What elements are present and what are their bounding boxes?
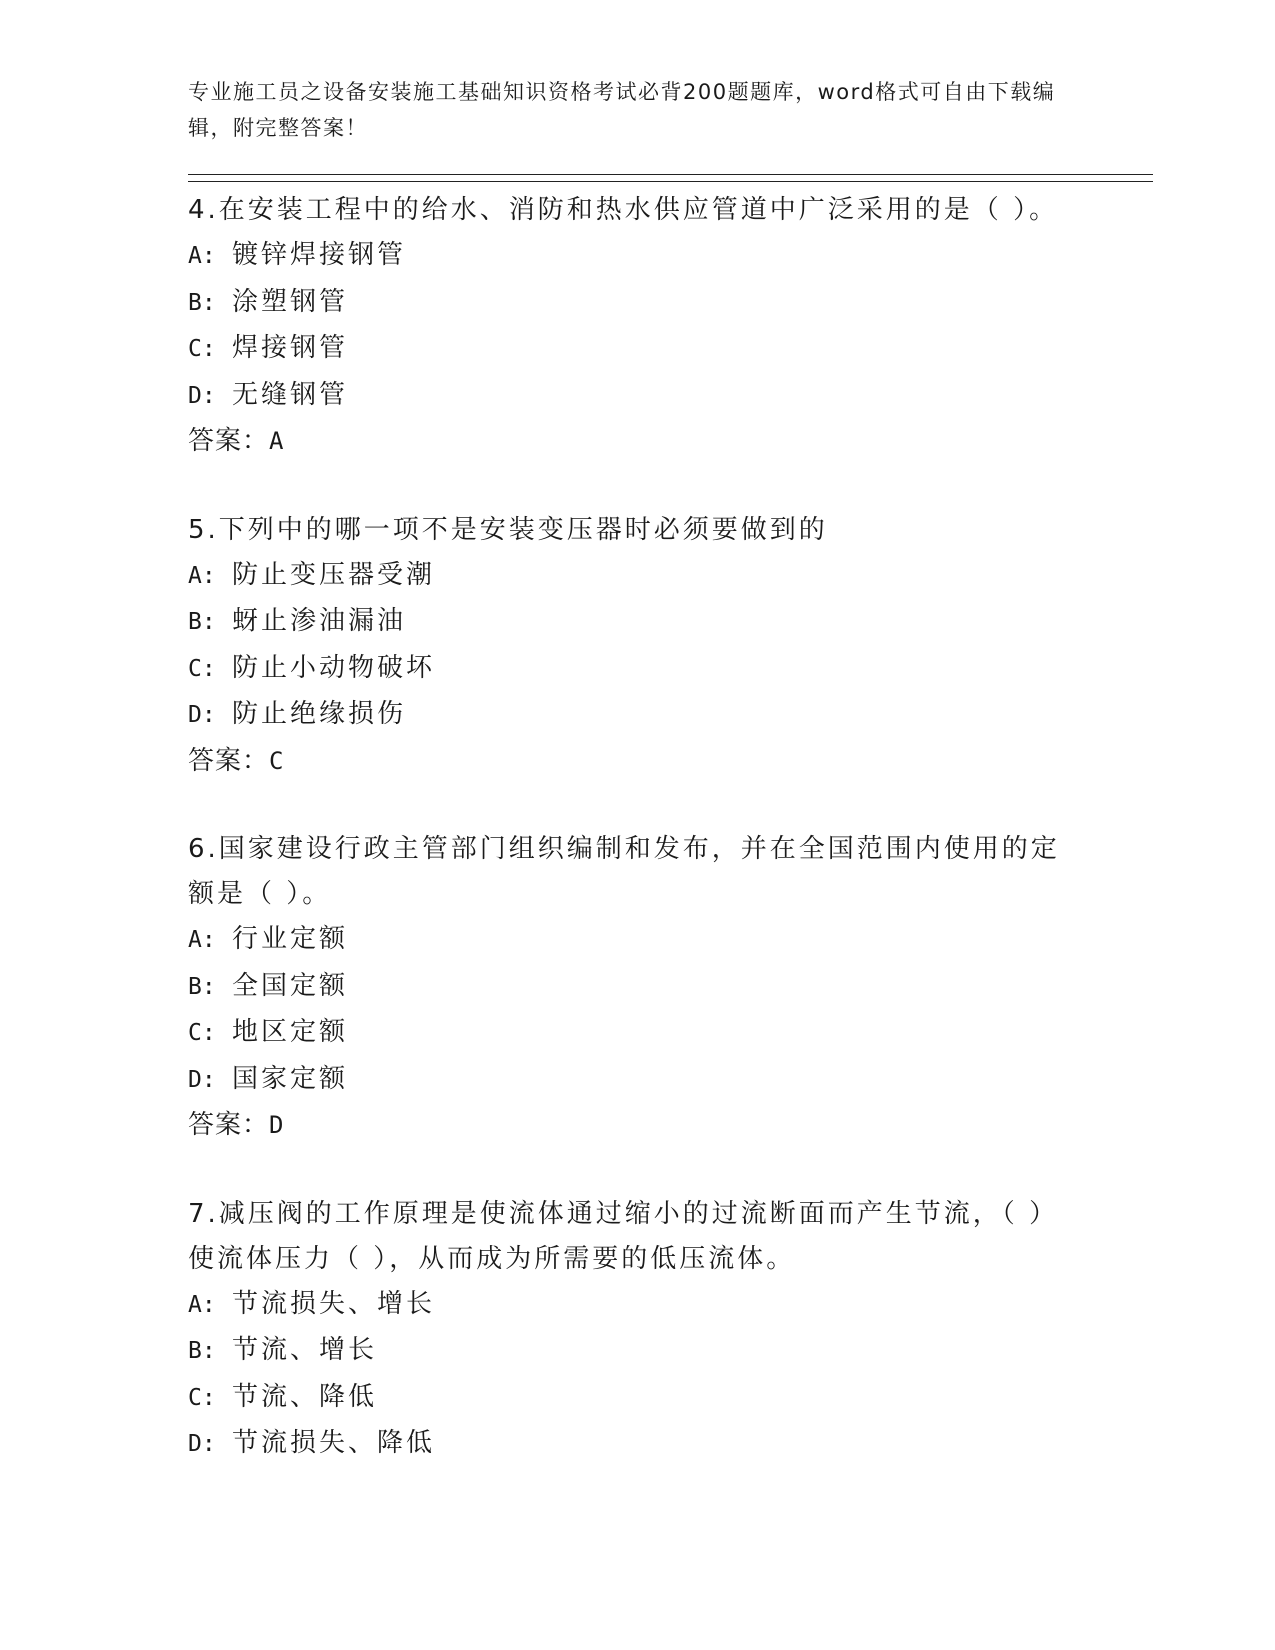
option-letter: C: xyxy=(188,1020,216,1046)
option-b xyxy=(188,599,1068,646)
option-c xyxy=(188,646,1068,693)
option-text: 无缝钢管 xyxy=(232,379,349,410)
option-b xyxy=(188,280,1068,327)
option-text: 节流损失、增长 xyxy=(232,1288,436,1319)
option-text: 蚜止渗油漏油 xyxy=(232,606,407,636)
option-text: 节流损失、降低 xyxy=(232,1428,436,1458)
option-text: 防止小动物破坏 xyxy=(232,652,436,683)
option-b xyxy=(188,964,1068,1011)
option-text: 镀锌焊接钢管 xyxy=(232,240,407,270)
option-letter: A: xyxy=(188,927,216,953)
option-a xyxy=(188,553,1068,600)
option-letter: B: xyxy=(188,289,216,316)
option-letter: A: xyxy=(188,1291,216,1318)
option-letter: A: xyxy=(188,562,216,589)
answer-label: 答案： xyxy=(188,745,270,776)
header-rule-top xyxy=(188,174,1153,175)
question-text: 6.国家建设行政主管部门组织编制和发布，并在全国范围内使用的定额是（ ）。 xyxy=(188,834,1060,909)
answer-value: D xyxy=(269,1111,285,1139)
option-text: 全国定额 xyxy=(232,970,349,1001)
option-text: 国家定额 xyxy=(232,1063,349,1094)
question-text: 4.在安装工程中的给水、消防和热水供应管道中广泛采用的是（ ）。 xyxy=(188,195,1059,225)
option-text: 防止绝缘损伤 xyxy=(232,699,407,729)
header-title: 专业施工员之设备安装施工基础知识资格考试必背200题题库，word格式可自由下载编辑，附完整答案！ xyxy=(188,80,1056,140)
option-letter: C: xyxy=(188,655,216,682)
option-letter: C: xyxy=(188,336,216,362)
option-letter: B: xyxy=(188,1338,216,1364)
option-text: 行业定额 xyxy=(232,924,349,954)
option-text: 节流、增长 xyxy=(232,1335,378,1365)
option-a xyxy=(188,1282,1068,1329)
answer-label: 答案： xyxy=(188,1110,270,1140)
answer-label: 答案： xyxy=(188,426,270,456)
question-list xyxy=(188,188,1068,1511)
option-a xyxy=(188,917,1068,964)
option-b xyxy=(188,1328,1068,1375)
option-letter: C: xyxy=(188,1384,216,1411)
option-d xyxy=(188,373,1068,420)
answer-line xyxy=(188,419,1068,465)
option-a xyxy=(188,233,1068,280)
option-d xyxy=(188,692,1068,739)
option-letter: A: xyxy=(188,243,216,269)
answer-value: C xyxy=(269,746,285,775)
question-text: 5.下列中的哪一项不是安装变压器时必须要做到的 xyxy=(188,514,828,545)
option-text: 地区定额 xyxy=(232,1017,349,1047)
option-letter: D: xyxy=(188,382,216,409)
question-item xyxy=(188,508,1068,785)
option-letter: B: xyxy=(188,973,216,1000)
option-text: 防止变压器受潮 xyxy=(232,559,436,590)
option-text: 焊接钢管 xyxy=(232,333,349,363)
option-letter: B: xyxy=(188,609,216,635)
option-letter: D: xyxy=(188,1066,216,1093)
option-text: 涂塑钢管 xyxy=(232,286,349,317)
question-item xyxy=(188,1192,1068,1468)
option-c xyxy=(188,326,1068,373)
answer-line xyxy=(188,739,1068,785)
option-text: 节流、降低 xyxy=(232,1381,378,1412)
option-d xyxy=(188,1057,1068,1104)
header-rule-bottom xyxy=(188,181,1153,182)
option-letter: D: xyxy=(188,702,216,728)
option-d xyxy=(188,1421,1068,1468)
option-letter: D: xyxy=(188,1431,216,1457)
question-item xyxy=(188,188,1068,465)
option-c xyxy=(188,1375,1068,1422)
question-text: 7.减压阀的工作原理是使流体通过缩小的过流断面而产生节流，（ ）使流体压力（ ），从而成为所需要的低压流体。 xyxy=(188,1198,1059,1274)
answer-line xyxy=(188,1103,1068,1149)
option-c xyxy=(188,1010,1068,1057)
document-header xyxy=(188,74,1068,146)
question-item xyxy=(188,827,1068,1149)
answer-value: A xyxy=(269,427,285,455)
